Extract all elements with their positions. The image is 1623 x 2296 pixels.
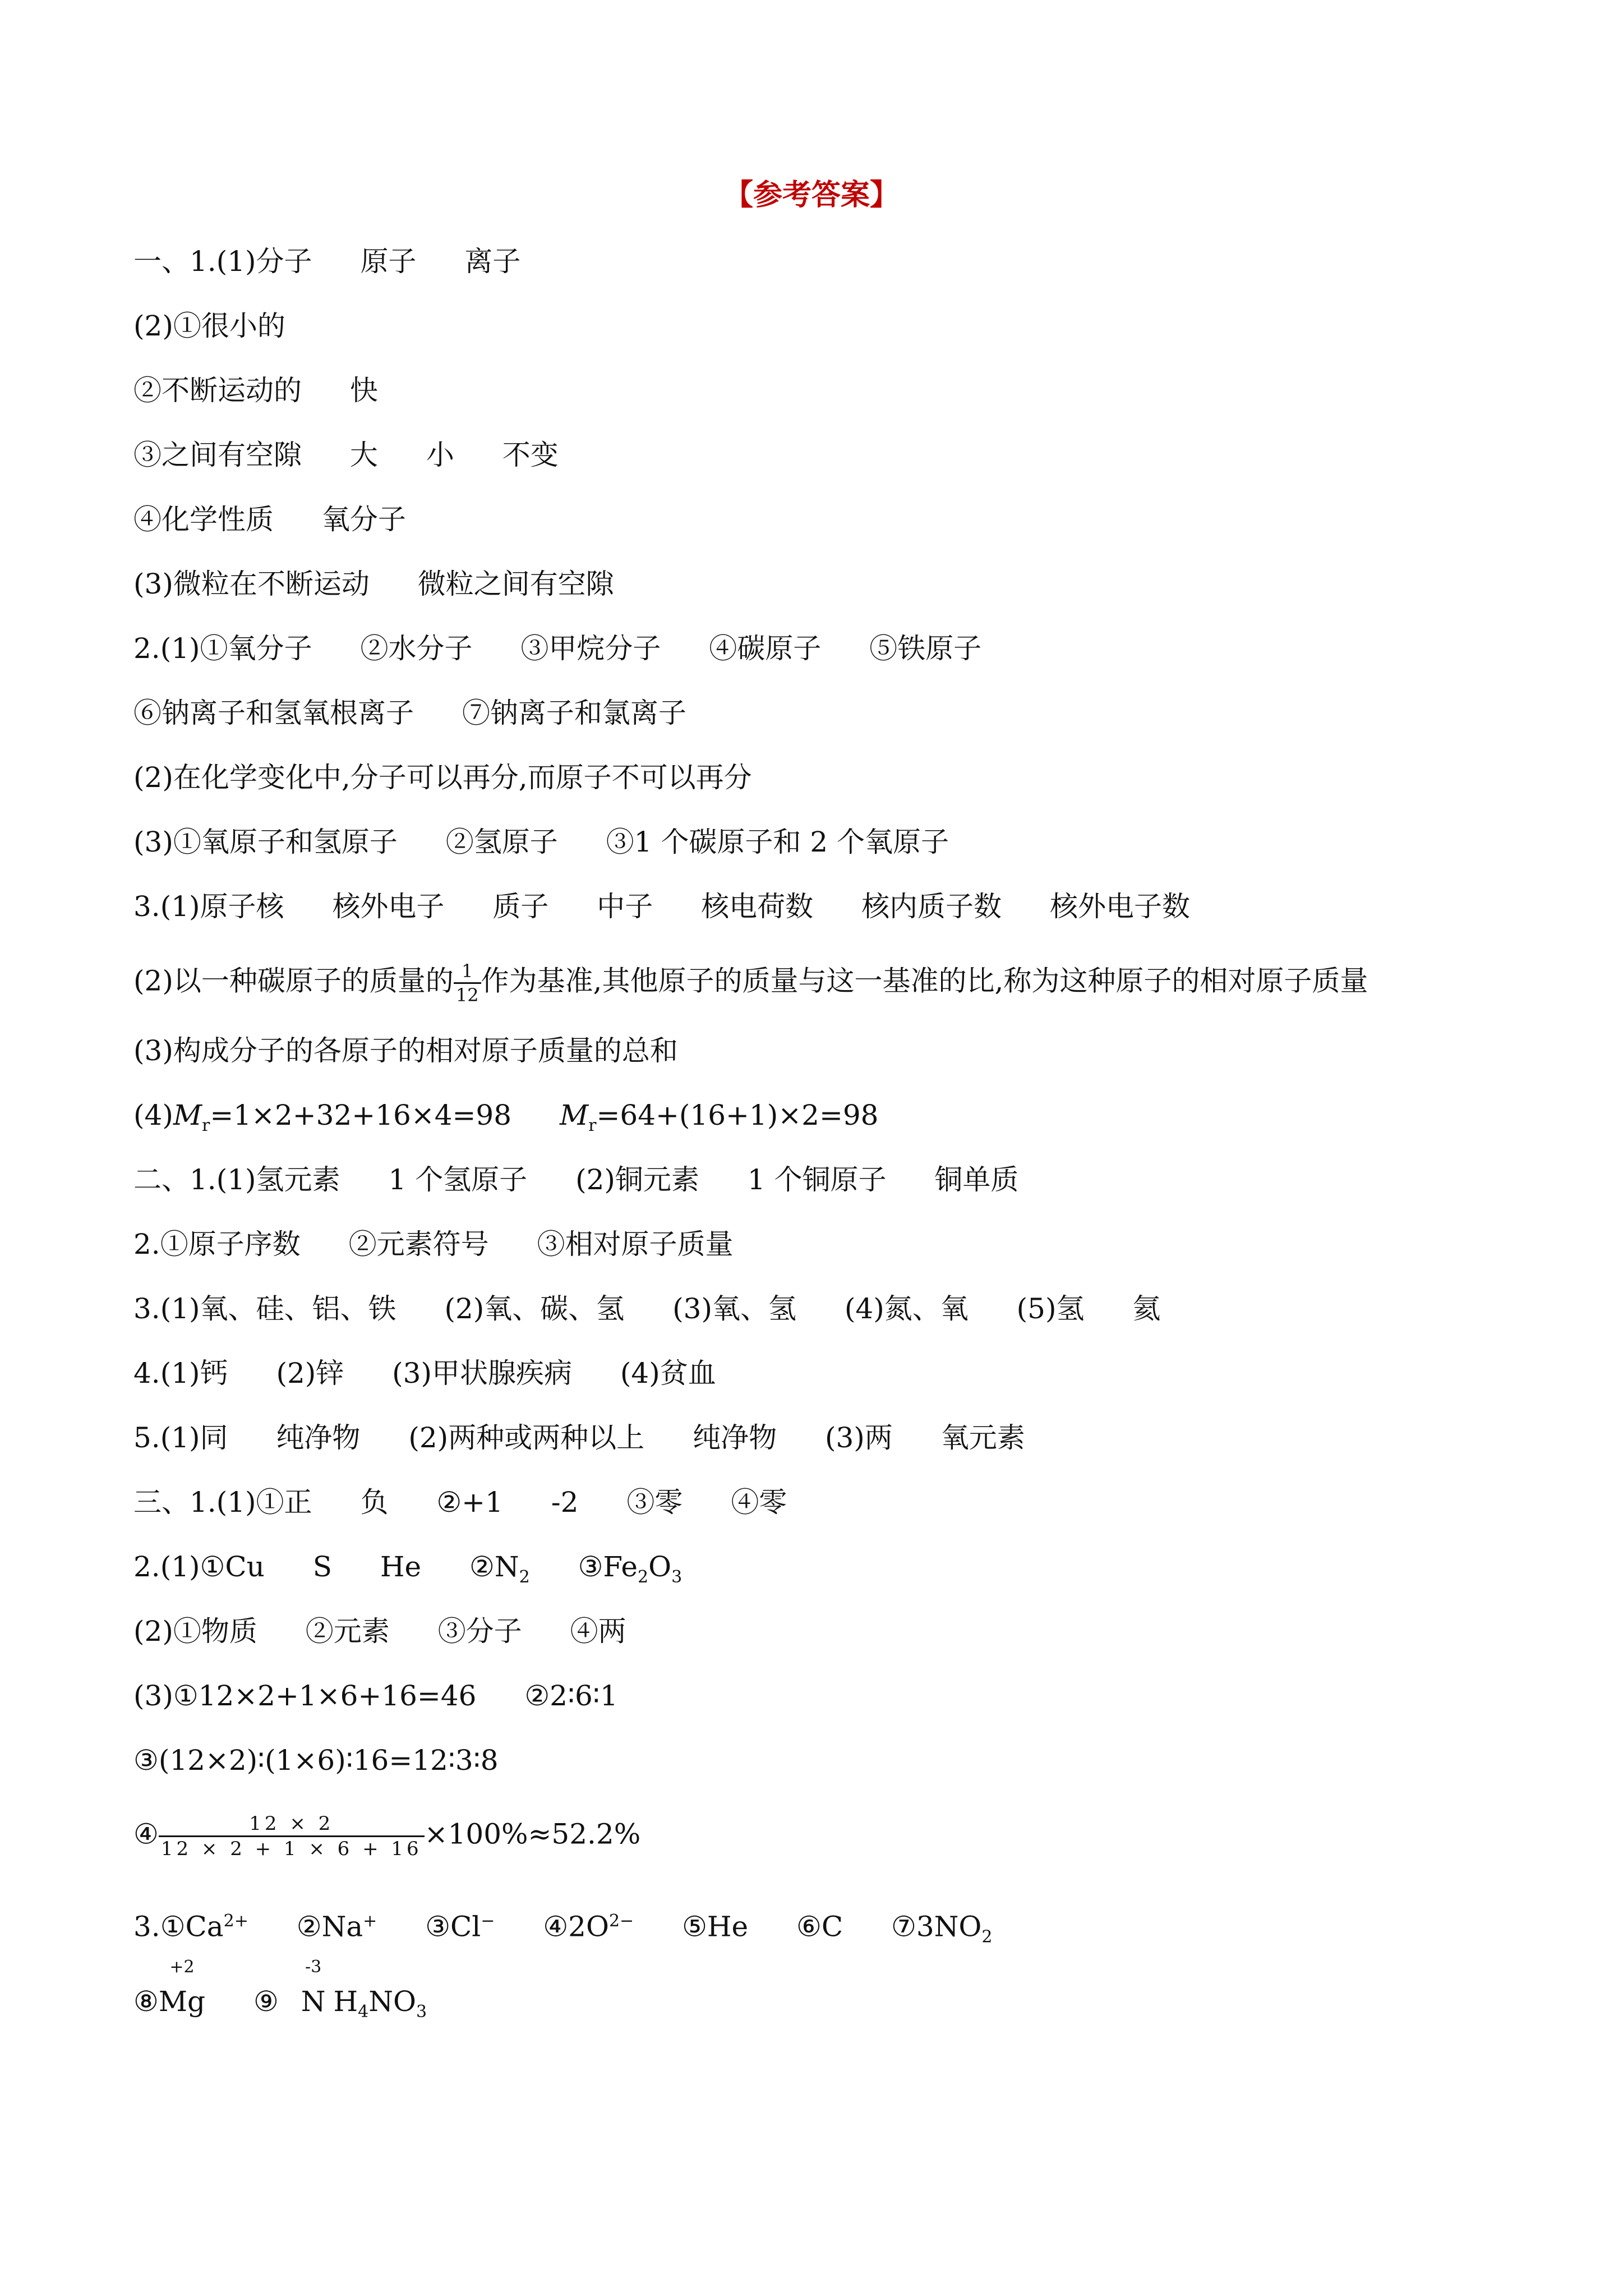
answer-line-8: [133, 696, 686, 730]
text: 不变: [502, 439, 559, 471]
text: ②2∶6∶1: [524, 1680, 618, 1712]
text: ⑨: [253, 1985, 279, 2018]
text: H: [333, 1985, 358, 2018]
text: (2)①物质: [133, 1615, 257, 1648]
text: ④: [133, 1818, 159, 1851]
subscript: 3: [416, 2002, 427, 2022]
text: 铜单质: [934, 1163, 1019, 1196]
element-symbol: Mg: [158, 1985, 206, 2018]
text: 小: [426, 439, 454, 471]
text: 核内质子数: [861, 890, 1002, 923]
text: 2.(1)①氧分子: [133, 632, 312, 665]
text: (5)氢: [1016, 1292, 1085, 1325]
subscript: 2: [637, 1567, 649, 1587]
text: ③(12×2)∶(1×6)∶16=12∶3∶8: [133, 1744, 499, 1777]
superscript: +: [363, 1911, 377, 1931]
text: (3)微粒在不断运动: [133, 568, 370, 600]
answer-line-10: [133, 825, 949, 859]
text: ③之间有空隙: [133, 439, 302, 471]
text: (3)氧、氢: [672, 1292, 796, 1325]
superscript: 2−: [608, 1911, 634, 1931]
answer-line-24: [133, 1743, 499, 1777]
text: 一、1.(1)分子: [133, 245, 312, 278]
answer-line-1: [133, 245, 520, 278]
subscript: 2: [981, 1927, 993, 1947]
text: 原子: [360, 245, 417, 278]
text: ③分子: [437, 1615, 522, 1648]
text: 二、1.(1)氢元素: [133, 1163, 340, 1196]
text: (3)两: [824, 1421, 893, 1454]
text: 2.(1)①Cu: [133, 1550, 265, 1583]
answer-line-19: [133, 1421, 1025, 1455]
answer-line-16: [133, 1227, 734, 1261]
subscript: r: [202, 1116, 210, 1135]
valence-label: -3: [305, 1957, 322, 1977]
fraction: [454, 962, 481, 1004]
answer-line-27: [133, 1957, 427, 2029]
answer-line-3: [133, 374, 378, 407]
subscript: 3: [671, 1567, 683, 1587]
text: ②元素: [305, 1615, 390, 1648]
text: ④2O: [543, 1910, 609, 1943]
text: (2)两种或两种以上: [408, 1421, 645, 1454]
answer-line-15: [133, 1163, 1018, 1197]
subscript: r: [588, 1116, 597, 1135]
text: ④碳原子: [709, 632, 822, 665]
text: ⑥C: [796, 1910, 843, 1943]
text: 1 个铜原子: [747, 1163, 887, 1196]
text: 大: [349, 439, 378, 471]
text: ③相对原子质量: [537, 1228, 734, 1260]
text: 5.(1)同: [133, 1421, 228, 1454]
text: S: [312, 1550, 332, 1583]
text: ⑥钠离子和氢氧根离子: [133, 697, 414, 729]
text: ×100%≈52.2%: [424, 1818, 641, 1851]
answer-line-21: [133, 1550, 682, 1594]
text: ②不断运动的: [133, 374, 302, 407]
text: ⑤He: [682, 1910, 749, 1943]
text: (2)①很小的: [133, 310, 285, 342]
text: ②水分子: [360, 632, 473, 665]
valence-label: +2: [169, 1957, 195, 1977]
text: 3.①Ca: [133, 1910, 224, 1943]
text: (2)以一种碳原子的质量的: [133, 964, 454, 997]
text: ③Fe: [578, 1550, 638, 1583]
answer-line-26: [133, 1904, 993, 1954]
text: 2.①原子序数: [133, 1228, 301, 1260]
text: 3.(1)氧、硅、铝、铁: [133, 1292, 396, 1325]
answer-line-23: [133, 1679, 618, 1713]
answer-line-12: [133, 962, 1368, 1004]
text: ③1 个碳原子和 2 个氧原子: [606, 826, 949, 858]
text: 1 个氢原子: [388, 1163, 528, 1196]
text: NO: [368, 1985, 416, 2018]
answer-line-6: [133, 567, 614, 601]
answer-line-20: [133, 1485, 787, 1519]
text: ④两: [570, 1615, 626, 1648]
text: 作为基准,其他原子的质量与这一基准的比,称为这种原子的相对原子质量: [481, 964, 1368, 997]
text: 中子: [597, 890, 653, 923]
answer-line-5: [133, 503, 406, 536]
subscript: 2: [519, 1567, 530, 1587]
text: (3)①12×2+1×6+16=46: [133, 1680, 477, 1712]
fraction-numerator: 1: [454, 962, 481, 984]
text: 纯净物: [693, 1421, 777, 1454]
text: ③甲烷分子: [520, 632, 661, 665]
text: 负: [360, 1486, 389, 1519]
text: ⑦3NO: [891, 1910, 982, 1943]
answer-line-4: [133, 438, 559, 472]
text: 质子: [492, 890, 549, 923]
answer-line-2: [133, 309, 285, 343]
text: (2)在化学变化中,分子可以再分,而原子不可以再分: [133, 761, 752, 794]
answer-line-9: [133, 761, 752, 794]
text: 纯净物: [276, 1421, 361, 1454]
text: ⑤铁原子: [869, 632, 982, 665]
text: 微粒之间有空隙: [417, 568, 614, 600]
text: (2)锌: [276, 1357, 344, 1389]
text: 氦: [1132, 1292, 1161, 1325]
symbol: M: [173, 1099, 202, 1131]
subscript: 4: [358, 2002, 369, 2022]
text: (2)铜元素: [575, 1163, 699, 1196]
answer-line-7: [133, 632, 981, 665]
text: ⑦钠离子和氯离子: [462, 697, 686, 729]
text: ⑧: [133, 1985, 159, 2018]
text: O: [648, 1550, 672, 1583]
text: ②元素符号: [348, 1228, 489, 1260]
text: =1×2+32+16×4=98: [210, 1099, 512, 1131]
text: He: [380, 1550, 422, 1583]
text: (4)贫血: [620, 1357, 716, 1389]
superscript: 2+: [223, 1911, 248, 1931]
text: 核电荷数: [701, 890, 814, 923]
text: (4): [133, 1099, 173, 1131]
element-symbol: N: [301, 1985, 326, 2018]
text: ③零: [626, 1486, 683, 1519]
text: ④化学性质: [133, 503, 274, 536]
text: (3)甲状腺疾病: [392, 1357, 572, 1389]
answer-line-25: [133, 1814, 640, 1858]
text: ②N: [469, 1550, 519, 1583]
text: -2: [551, 1486, 579, 1519]
fraction-denominator: 12: [455, 984, 479, 1006]
text: (4)氮、氧: [844, 1292, 969, 1325]
symbol: M: [559, 1099, 589, 1131]
text: ②氢原子: [445, 826, 558, 858]
text: 三、1.(1)①正: [133, 1486, 312, 1519]
text: 3.(1)原子核: [133, 890, 284, 923]
text: ④零: [731, 1486, 787, 1519]
valence-element: [158, 1957, 206, 2018]
answer-line-18: [133, 1356, 716, 1390]
answer-line-11: [133, 890, 1190, 923]
text: 4.(1)钙: [133, 1357, 228, 1389]
page-title: 【参考答案】: [723, 178, 899, 212]
text: (3)①氧原子和氢原子: [133, 826, 398, 858]
text: ②Na: [296, 1910, 363, 1943]
text: 离子: [464, 245, 521, 278]
answer-line-22: [133, 1614, 626, 1648]
answer-line-17: [133, 1292, 1160, 1326]
superscript: −: [481, 1911, 495, 1931]
text: =64+(16+1)×2=98: [596, 1099, 879, 1131]
text: 快: [349, 374, 378, 407]
text: (3)构成分子的各原子的相对原子质量的总和: [133, 1034, 678, 1067]
text: ③Cl: [425, 1910, 481, 1943]
text: (2)氧、碳、氢: [444, 1292, 625, 1325]
fraction-denominator: 12 × 2 + 1 × 6 + 16: [160, 1838, 422, 1860]
answer-line-13: [133, 1034, 678, 1068]
text: ②+1: [436, 1486, 503, 1519]
text: 核外电子数: [1049, 890, 1190, 923]
text: 氧元素: [940, 1421, 1025, 1454]
fraction-numerator: 12 × 2: [159, 1814, 425, 1837]
text: 核外电子: [332, 890, 445, 923]
fraction: [159, 1814, 425, 1858]
valence-element: [301, 1957, 326, 2018]
answer-line-14: [133, 1098, 878, 1143]
text: 氧分子: [321, 503, 406, 536]
